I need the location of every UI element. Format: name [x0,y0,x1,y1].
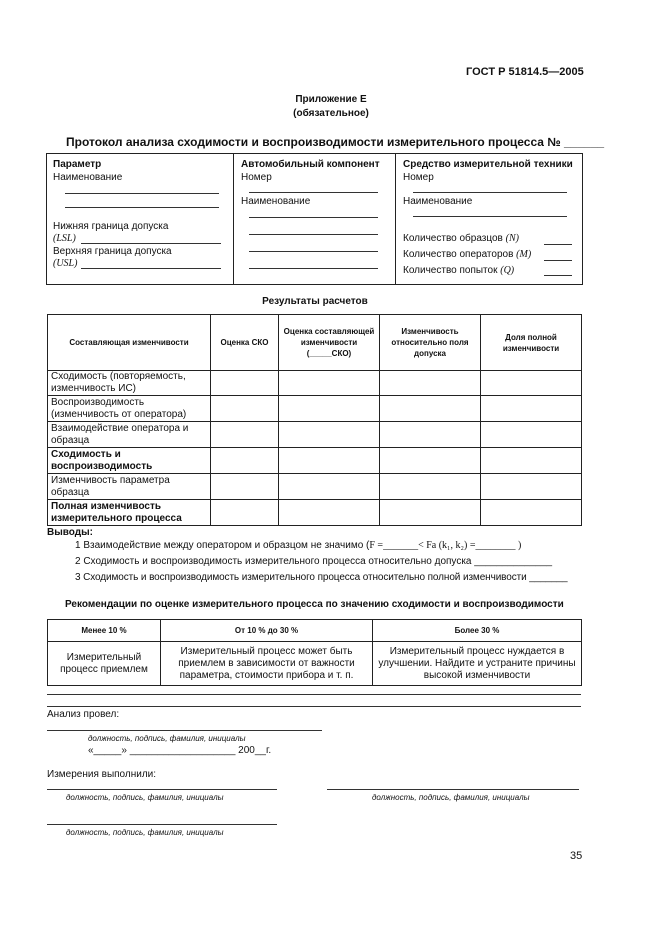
table-row [48,500,582,526]
table-cell[interactable] [481,422,582,448]
table-cell[interactable] [380,448,481,474]
component-name-line-4 [249,268,378,269]
table-cell[interactable] [481,500,582,526]
rec-col-less-10: Менее 10 % [48,620,161,642]
measurer-1-caption: должность, подпись, фамилия, инициалы [66,793,224,802]
table-cell[interactable] [211,371,279,396]
param-name-line-1 [65,193,219,194]
appendix-title: Приложение Е [295,94,367,105]
table-cell[interactable] [380,422,481,448]
conclusion-1-text: 1 Взаимодействие между оператором и образцом не значимо ( [75,540,370,551]
param-name-line-2 [65,207,219,208]
conclusions-title: Выводы: [47,527,93,538]
table-cell[interactable] [279,371,380,396]
col-sko: Оценка СКО [211,315,279,371]
table-cell[interactable] [279,474,380,500]
info-divider-2 [395,154,396,284]
col-relative-tolerance: Изменчивость относительно поля допуска [380,315,481,371]
rec-value-10-30: Измерительный процесс может быть приемлем в зависимости от важности параметра, стоимости прибора и т. п. [161,642,373,686]
instrument-heading: Средство измерительной техники [403,159,573,170]
conclusion-1-formula: F =_______< Fa (k₁, k₂) =________ ) [369,540,522,551]
measurer-2-caption: должность, подпись, фамилия, инициалы [372,793,530,802]
col-component: Составляющая изменчивости [48,315,211,371]
lower-limit-label: Нижняя граница допуска [53,221,169,232]
instrument-number-line [413,192,567,193]
table-row [48,448,582,474]
recommendations-values-row [48,642,582,686]
measurer-2-signature-line[interactable] [327,789,579,790]
note-line-1 [47,694,581,695]
table-cell[interactable] [211,422,279,448]
row-label-part-variation: Изменчивость параметра образца [48,474,211,500]
operators-label: Количество операторов [403,249,514,260]
row-label-rr: Сходимость и воспроизводимость [48,448,211,474]
component-name-label: Наименование [241,196,311,207]
operators-line [544,260,572,261]
component-name-line-2 [249,234,378,235]
table-cell[interactable] [380,371,481,396]
table-row [48,371,582,396]
usl-line [81,268,221,269]
component-heading: Автомобильный компонент [241,159,380,170]
param-heading: Параметр [53,159,102,170]
component-name-line-1 [249,217,378,218]
conclusion-3: 3 Сходимость и воспроизводимость измерительного процесса относительно полной изменчивости _______ [75,572,568,583]
recommendations-table [47,619,582,686]
component-name-line-3 [249,251,378,252]
col-estimate: Оценка составляющей изменчивости (_____СКО) [279,315,380,371]
measurer-1-signature-line[interactable] [47,789,277,790]
note-line-2 [47,706,581,707]
instrument-number-label: Номер [403,172,434,183]
usl-symbol: (USL) [53,258,78,269]
table-cell[interactable] [380,500,481,526]
row-label-reproducibility: Воспроизводимость (изменчивость от оператора) [48,396,211,422]
operators-count [403,249,531,260]
recommendations-header-row [48,620,582,642]
table-row [48,474,582,500]
measurements-label: Измерения выполнили: [47,769,157,780]
measurer-3-signature-line[interactable] [47,824,277,825]
table-cell[interactable] [481,396,582,422]
samples-line [544,244,572,245]
instrument-name-label: Наименование [403,196,473,207]
analysis-signature-line[interactable] [47,730,322,731]
page-number: 35 [570,850,583,862]
row-label-interaction: Взаимодействие оператора и образца [48,422,211,448]
results-title: Результаты расчетов [262,296,368,307]
samples-label: Количество образцов [403,233,503,244]
row-label-repeatability: Сходимость (повторяемость, изменчивость ИС) [48,371,211,396]
recommendations-title: Рекомендации по оценке измерительного процесса по значению сходимости и воспроизводимости [65,599,564,610]
attempts-label: Количество попыток [403,265,498,276]
results-header-row [48,315,582,371]
lsl-symbol: (LSL) [53,233,76,244]
analysis-date-line: «_____» ___________________ 200__г. [88,745,272,756]
samples-count [403,233,519,244]
table-cell[interactable] [279,448,380,474]
rec-value-more-30: Измерительный процесс нуждается в улучшении. Найдите и устраните причины высокой изменчивости [373,642,582,686]
upper-limit-label: Верхняя граница допуска [53,246,172,257]
col-share-total: Доля полной изменчивости [481,315,582,371]
attempts-line [544,275,572,276]
param-name-label: Наименование [53,172,123,183]
lsl-line [81,243,221,244]
protocol-title: Протокол анализа сходимости и воспроизводимости измерительного процесса № ______ [66,135,605,149]
attempts-symbol: (Q) [500,265,515,276]
table-cell[interactable] [211,474,279,500]
samples-symbol: (N) [505,233,519,244]
table-cell[interactable] [380,396,481,422]
table-cell[interactable] [380,474,481,500]
info-divider-1 [233,154,234,284]
results-table [47,314,582,526]
rec-col-10-30: От 10 % до 30 % [161,620,373,642]
table-cell[interactable] [211,500,279,526]
table-row [48,396,582,422]
row-label-total-variation: Полная изменчивость измерительного процесса [48,500,211,526]
table-cell[interactable] [481,448,582,474]
analysis-signature-caption: должность, подпись, фамилия, инициалы [88,734,246,743]
table-cell[interactable] [481,371,582,396]
table-cell[interactable] [481,474,582,500]
table-cell[interactable] [279,500,380,526]
measurer-3-caption: должность, подпись, фамилия, инициалы [66,828,224,837]
instrument-name-line [413,216,567,217]
table-cell[interactable] [211,396,279,422]
table-cell[interactable] [279,396,380,422]
rec-value-less-10: Измерительный процесс приемлем [48,642,161,686]
rec-col-more-30: Более 30 % [373,620,582,642]
analysis-label: Анализ провел: [47,709,120,720]
table-row [48,422,582,448]
table-cell[interactable] [211,448,279,474]
operators-symbol: (M) [516,249,532,260]
attempts-count [403,265,514,276]
conclusion-1 [75,540,521,551]
table-cell[interactable] [279,422,380,448]
component-number-label: Номер [241,172,272,183]
component-number-line [249,192,378,193]
appendix-subtitle: (обязательное) [293,108,369,119]
standard-number: ГОСТ Р 51814.5—2005 [466,66,584,78]
info-box [46,153,583,285]
conclusion-2: 2 Сходимость и воспроизводимость измерительного процесса относительно допуска ______________ [75,556,553,567]
